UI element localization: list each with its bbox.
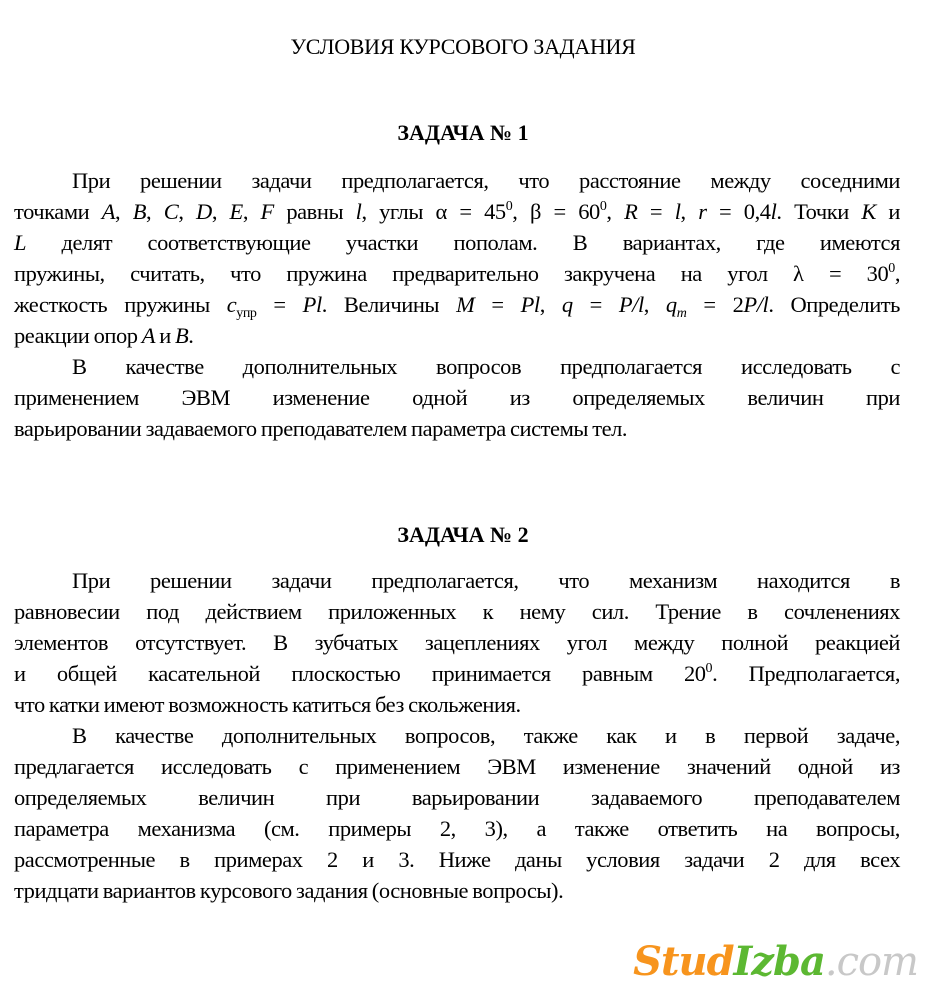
text-run: параметра механизма (см. примеры 2, 3), а также ответить на вопросы, — [14, 816, 900, 841]
text-run: и общей касательной плоскостью принимается равным 20 — [14, 661, 706, 686]
math-symbol: A — [141, 323, 156, 348]
math-symbol: c — [226, 292, 237, 317]
text-line — [14, 196, 900, 227]
text-run: , — [178, 199, 197, 224]
text-run: предлагается исследовать с применением ЭВМ изменение значений одной из — [14, 754, 900, 779]
text-line — [14, 658, 900, 689]
text-run: применением ЭВМ изменение одной из определяемых величин при — [14, 385, 900, 410]
task1-heading: ЗАДАЧА № 1 — [397, 120, 529, 145]
math-index: упр — [236, 306, 257, 321]
text-line — [14, 289, 900, 320]
text-run: . Величины — [321, 292, 457, 317]
task1-text — [14, 165, 900, 444]
text-line — [14, 782, 900, 813]
math-symbol: P/l — [743, 292, 769, 317]
text-run: , β = 60 — [512, 199, 600, 224]
text-run: В качестве дополнительных вопросов, также как и в первой задаче, — [72, 723, 900, 748]
math-index: m — [676, 306, 687, 321]
math-symbol: B — [175, 323, 189, 348]
text-line — [14, 227, 900, 258]
text-run: рассмотренные в примерах 2 и 3. Ниже даны условия задачи 2 для всех — [14, 847, 900, 872]
text-run: , — [146, 199, 164, 224]
math-symbol: D — [196, 199, 212, 224]
logo-part-stud: Stud — [633, 938, 734, 985]
math-index: 0 — [599, 199, 607, 214]
text-run: жесткость пружины — [14, 292, 227, 317]
math-symbol: E — [229, 199, 243, 224]
text-run: = — [474, 292, 521, 317]
text-run: равны — [273, 199, 356, 224]
text-run: , — [211, 199, 230, 224]
math-symbol: Pl — [520, 292, 540, 317]
task2-text — [14, 565, 900, 906]
text-line — [14, 320, 900, 351]
text-run: варьировании задаваемого преподавателем параметра системы тел. — [14, 416, 628, 441]
text-line — [14, 382, 900, 413]
text-line — [14, 627, 900, 658]
text-run: = — [637, 199, 675, 224]
text-run: , — [606, 199, 625, 224]
math-symbol: K — [861, 199, 876, 224]
text-run: = — [256, 292, 303, 317]
text-run: точками — [14, 199, 102, 224]
text-run: и — [875, 199, 901, 224]
text-run: . — [188, 323, 194, 348]
math-symbol: B — [132, 199, 147, 224]
text-run: . Точки — [776, 199, 862, 224]
document-title: УСЛОВИЯ КУРСОВОГО ЗАДАНИЯ — [290, 34, 636, 59]
text-run: При решении задачи предполагается, что расстояние между соседними — [72, 168, 900, 193]
math-symbol: l — [770, 199, 777, 224]
text-run: определяемых величин при варьировании задаваемого преподавателем — [14, 785, 900, 810]
text-line — [14, 751, 900, 782]
text-line — [14, 351, 900, 382]
math-symbol: l — [674, 199, 681, 224]
math-symbol: C — [163, 199, 179, 224]
math-symbol: q — [561, 292, 573, 317]
text-line — [14, 720, 900, 751]
math-index: 0 — [705, 661, 713, 676]
text-run: , — [894, 261, 900, 286]
math-symbol: q — [665, 292, 677, 317]
text-line — [14, 565, 900, 596]
text-run: тридцати вариантов курсового задания (основные вопросы). — [14, 878, 564, 903]
math-symbol: R — [624, 199, 638, 224]
text-run: = 2 — [686, 292, 744, 317]
math-symbol: F — [260, 199, 274, 224]
text-line — [14, 689, 900, 720]
math-index: 0 — [505, 199, 513, 214]
text-run: = — [572, 292, 619, 317]
text-line — [14, 596, 900, 627]
text-run: В качестве дополнительных вопросов предполагается исследовать с — [72, 354, 900, 379]
math-symbol: L — [14, 230, 27, 255]
text-run: пружины, считать, что пружина предварительно закручена на угол λ = 30 — [14, 261, 889, 286]
math-symbol: r — [698, 199, 707, 224]
logo-part-izba: Izba — [733, 938, 825, 985]
text-run: , — [680, 199, 699, 224]
text-line — [14, 258, 900, 289]
text-run: что катки имеют возможность катиться без скольжения. — [14, 692, 521, 717]
text-run: , — [115, 199, 133, 224]
math-index: 0 — [888, 261, 895, 276]
text-run: , — [539, 292, 562, 317]
text-line — [14, 875, 900, 906]
math-symbol: Pl — [302, 292, 322, 317]
text-run: и — [155, 323, 175, 348]
text-line — [14, 844, 900, 875]
text-line — [14, 813, 900, 844]
math-symbol: M — [456, 292, 475, 317]
text-run: . Предполагается, — [712, 661, 900, 686]
text-run: При решении задачи предполагается, что механизм находится в — [72, 568, 900, 593]
text-line — [14, 413, 900, 444]
math-symbol: P/l — [618, 292, 644, 317]
math-symbol: l — [355, 199, 362, 224]
task2-heading: ЗАДАЧА № 2 — [397, 522, 529, 547]
text-run: , — [242, 199, 261, 224]
studizba-watermark-logo — [633, 938, 918, 985]
text-run: реакции опор — [14, 323, 142, 348]
text-run: , — [643, 292, 666, 317]
text-run: делят соответствующие участки пополам. В вариантах, где имеются — [26, 230, 900, 255]
text-line — [14, 165, 900, 196]
logo-part-com: .com — [824, 939, 918, 985]
text-run: равновесии под действием приложенных к нему сил. Трение в сочленениях — [14, 599, 900, 624]
text-run: = 0,4 — [706, 199, 771, 224]
math-symbol: A — [101, 199, 116, 224]
text-run: . Определить — [768, 292, 900, 317]
text-run: , углы α = 45 — [361, 199, 506, 224]
text-run: элементов отсутствует. В зубчатых зацеплениях угол между полной реакцией — [14, 630, 900, 655]
